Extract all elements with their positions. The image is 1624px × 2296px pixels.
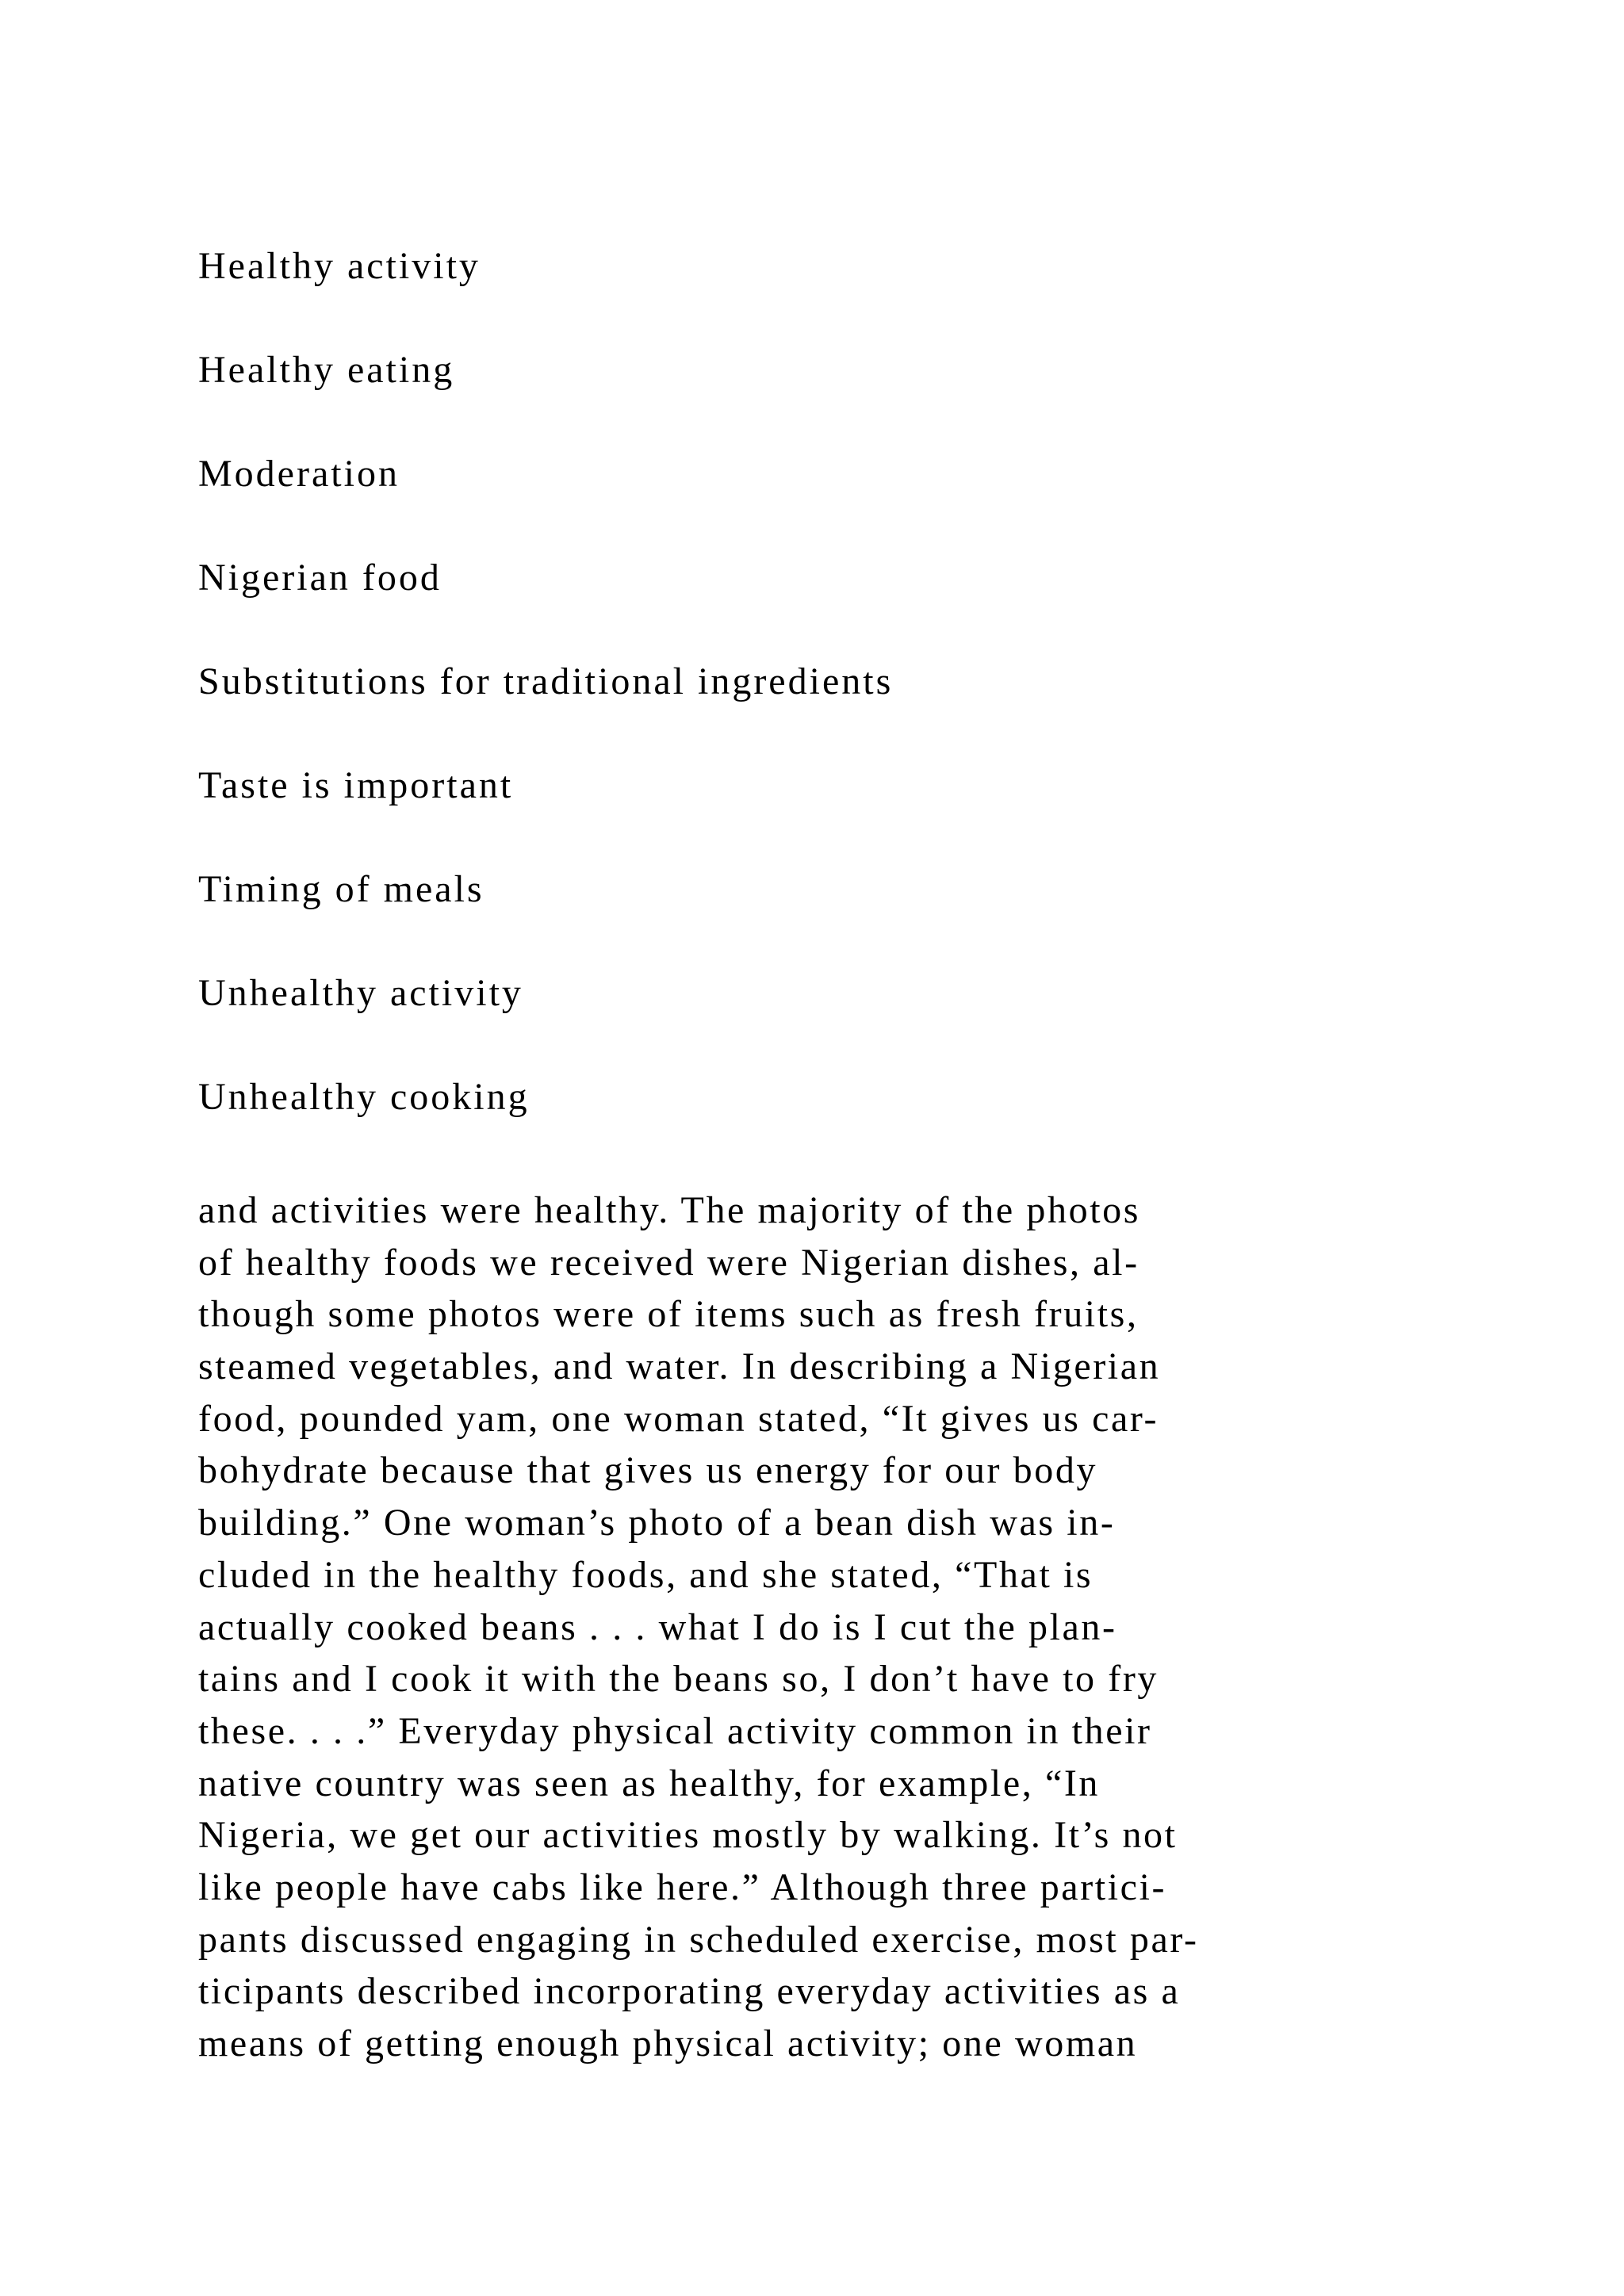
code-item: Healthy eating: [198, 349, 455, 391]
paragraph-line: and activities were healthy. The majority of the photos: [198, 1189, 1141, 1231]
code-item: Taste is important: [198, 764, 514, 806]
code-item: Moderation: [198, 453, 400, 495]
body-paragraph: [198, 1184, 1546, 2070]
paragraph-line: like people have cabs like here.” Although three partici-: [198, 1866, 1167, 1908]
paragraph-line: means of getting enough physical activity; one woman: [198, 2022, 1138, 2064]
paragraph-line: building.” One woman’s photo of a bean dish was in-: [198, 1502, 1116, 1544]
paragraph-line: ticipants described incorporating everyday activities as a: [198, 1970, 1181, 2013]
code-list: [198, 244, 893, 1179]
paragraph-line: of healthy foods we received were Nigerian dishes, al-: [198, 1241, 1139, 1284]
paragraph-line: pants discussed engaging in scheduled exercise, most par-: [198, 1918, 1199, 1961]
code-item: Unhealthy activity: [198, 972, 523, 1014]
paragraph-line: steamed vegetables, and water. In describing a Nigerian: [198, 1345, 1161, 1388]
paragraph-line: these. . . .” Everyday physical activity common in their: [198, 1709, 1152, 1752]
paragraph-line: though some photos were of items such as fresh fruits,: [198, 1293, 1139, 1336]
paragraph-line: native country was seen as healthy, for example, “In: [198, 1762, 1101, 1804]
paragraph-line: Nigeria, we get our activities mostly by walking. It’s not: [198, 1814, 1178, 1857]
code-item: Substitutions for traditional ingredients: [198, 660, 894, 702]
code-item: Unhealthy cooking: [198, 1076, 530, 1118]
paragraph-line: actually cooked beans . . . what I do is I cut the plan-: [198, 1605, 1117, 1648]
paragraph-line: cluded in the healthy foods, and she stated, “That is: [198, 1553, 1094, 1596]
code-item: Healthy activity: [198, 245, 481, 287]
code-item: Timing of meals: [198, 868, 485, 910]
code-item: Nigerian food: [198, 557, 442, 599]
paragraph-line: tains and I cook it with the beans so, I don’t have to fry: [198, 1658, 1159, 1701]
paragraph-line: food, pounded yam, one woman stated, “It gives us car-: [198, 1397, 1159, 1440]
paragraph-line: bohydrate because that gives us energy for our body: [198, 1449, 1098, 1492]
